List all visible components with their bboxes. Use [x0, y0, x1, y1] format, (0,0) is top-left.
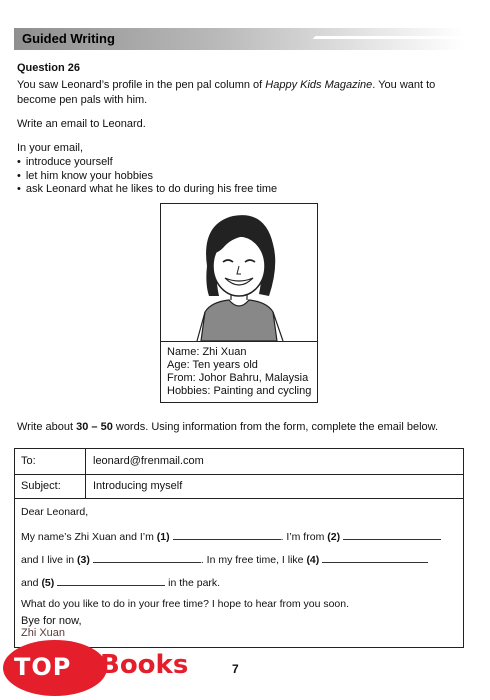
line2-text-b: . In my free time, I like [200, 554, 307, 566]
column-divider [85, 449, 86, 474]
to-value: leonard@frenmail.com [93, 455, 204, 467]
bullet-item: • let him know your hobbies [17, 170, 277, 184]
logo-text-books: Books [100, 650, 189, 680]
intro-text-2: . You want to become pen pals with him. [17, 79, 436, 106]
blank-label-2: (2) [327, 531, 341, 543]
blank-label-3: (3) [77, 554, 90, 566]
email-signoff-block [21, 615, 82, 639]
profile-from: From: Johor Bahru, Malaysia [167, 372, 309, 384]
profile-age: Age: Ten years old [167, 359, 258, 371]
answer-blank-1[interactable] [173, 529, 281, 540]
bullets-heading: In your email, [17, 142, 84, 154]
section-banner [14, 28, 464, 50]
email-signoff: Bye for now, [21, 615, 82, 627]
question-intro [17, 78, 472, 108]
bullet-item: • introduce yourself [17, 156, 277, 170]
profile-info [161, 341, 317, 402]
profile-name: Name: Zhi Xuan [167, 346, 247, 358]
word-count-instruction [17, 421, 438, 433]
question-instruction: Write an email to Leonard. [17, 118, 146, 130]
email-question-line: What do you like to do in your free time? I hope to hear from you soon. [21, 598, 350, 610]
blank-label-5: (5) [41, 577, 55, 589]
line3-text-b: in the park. [165, 577, 221, 589]
word-instruction-text-2: words. Using information from the form, complete the email below. [112, 421, 439, 433]
email-form [14, 448, 464, 648]
column-divider [85, 474, 86, 498]
email-line-2 [21, 552, 428, 566]
topbooks-logo [0, 640, 200, 700]
page-number: 7 [232, 662, 239, 676]
email-signature: Zhi Xuan [21, 627, 66, 639]
task-bullets [17, 156, 277, 197]
line1-text-a: My name’s Zhi Xuan and I’m [21, 531, 157, 543]
question-number: Question 26 [17, 62, 80, 74]
to-label: To: [21, 455, 36, 467]
answer-blank-4[interactable] [322, 552, 428, 563]
subject-value: Introducing myself [93, 480, 183, 492]
email-line-3 [21, 575, 220, 589]
section-title: Guided Writing [22, 31, 115, 46]
line3-text-a: and [21, 577, 42, 589]
girl-illustration [161, 204, 317, 341]
line2-text-a: and I live in [21, 554, 78, 566]
blank-label-1: (1) [156, 531, 170, 543]
logo-text-top: TOP [14, 653, 72, 681]
banner-stripe [413, 36, 476, 39]
magazine-title: Happy Kids Magazine [265, 79, 373, 91]
bullet-item: • ask Leonard what he likes to do during his free time [17, 183, 277, 197]
answer-blank-3[interactable] [93, 552, 201, 563]
intro-text-1: You saw Leonard’s profile in the pen pal column of [17, 79, 266, 91]
email-to-row [15, 449, 463, 475]
word-range: 30 – 50 [76, 421, 113, 433]
profile-hobbies: Hobbies: Painting and cycling [167, 385, 312, 397]
line1-text-b: . I’m from [280, 531, 328, 543]
word-instruction-text-1: Write about [17, 421, 77, 433]
email-greeting: Dear Leonard, [21, 506, 89, 518]
blank-label-4: (4) [306, 554, 320, 566]
profile-card [160, 203, 318, 403]
subject-label: Subject: [21, 480, 61, 492]
answer-blank-2[interactable] [343, 529, 441, 540]
email-subject-row [15, 474, 463, 499]
email-line-1 [21, 529, 441, 543]
answer-blank-5[interactable] [57, 575, 165, 586]
